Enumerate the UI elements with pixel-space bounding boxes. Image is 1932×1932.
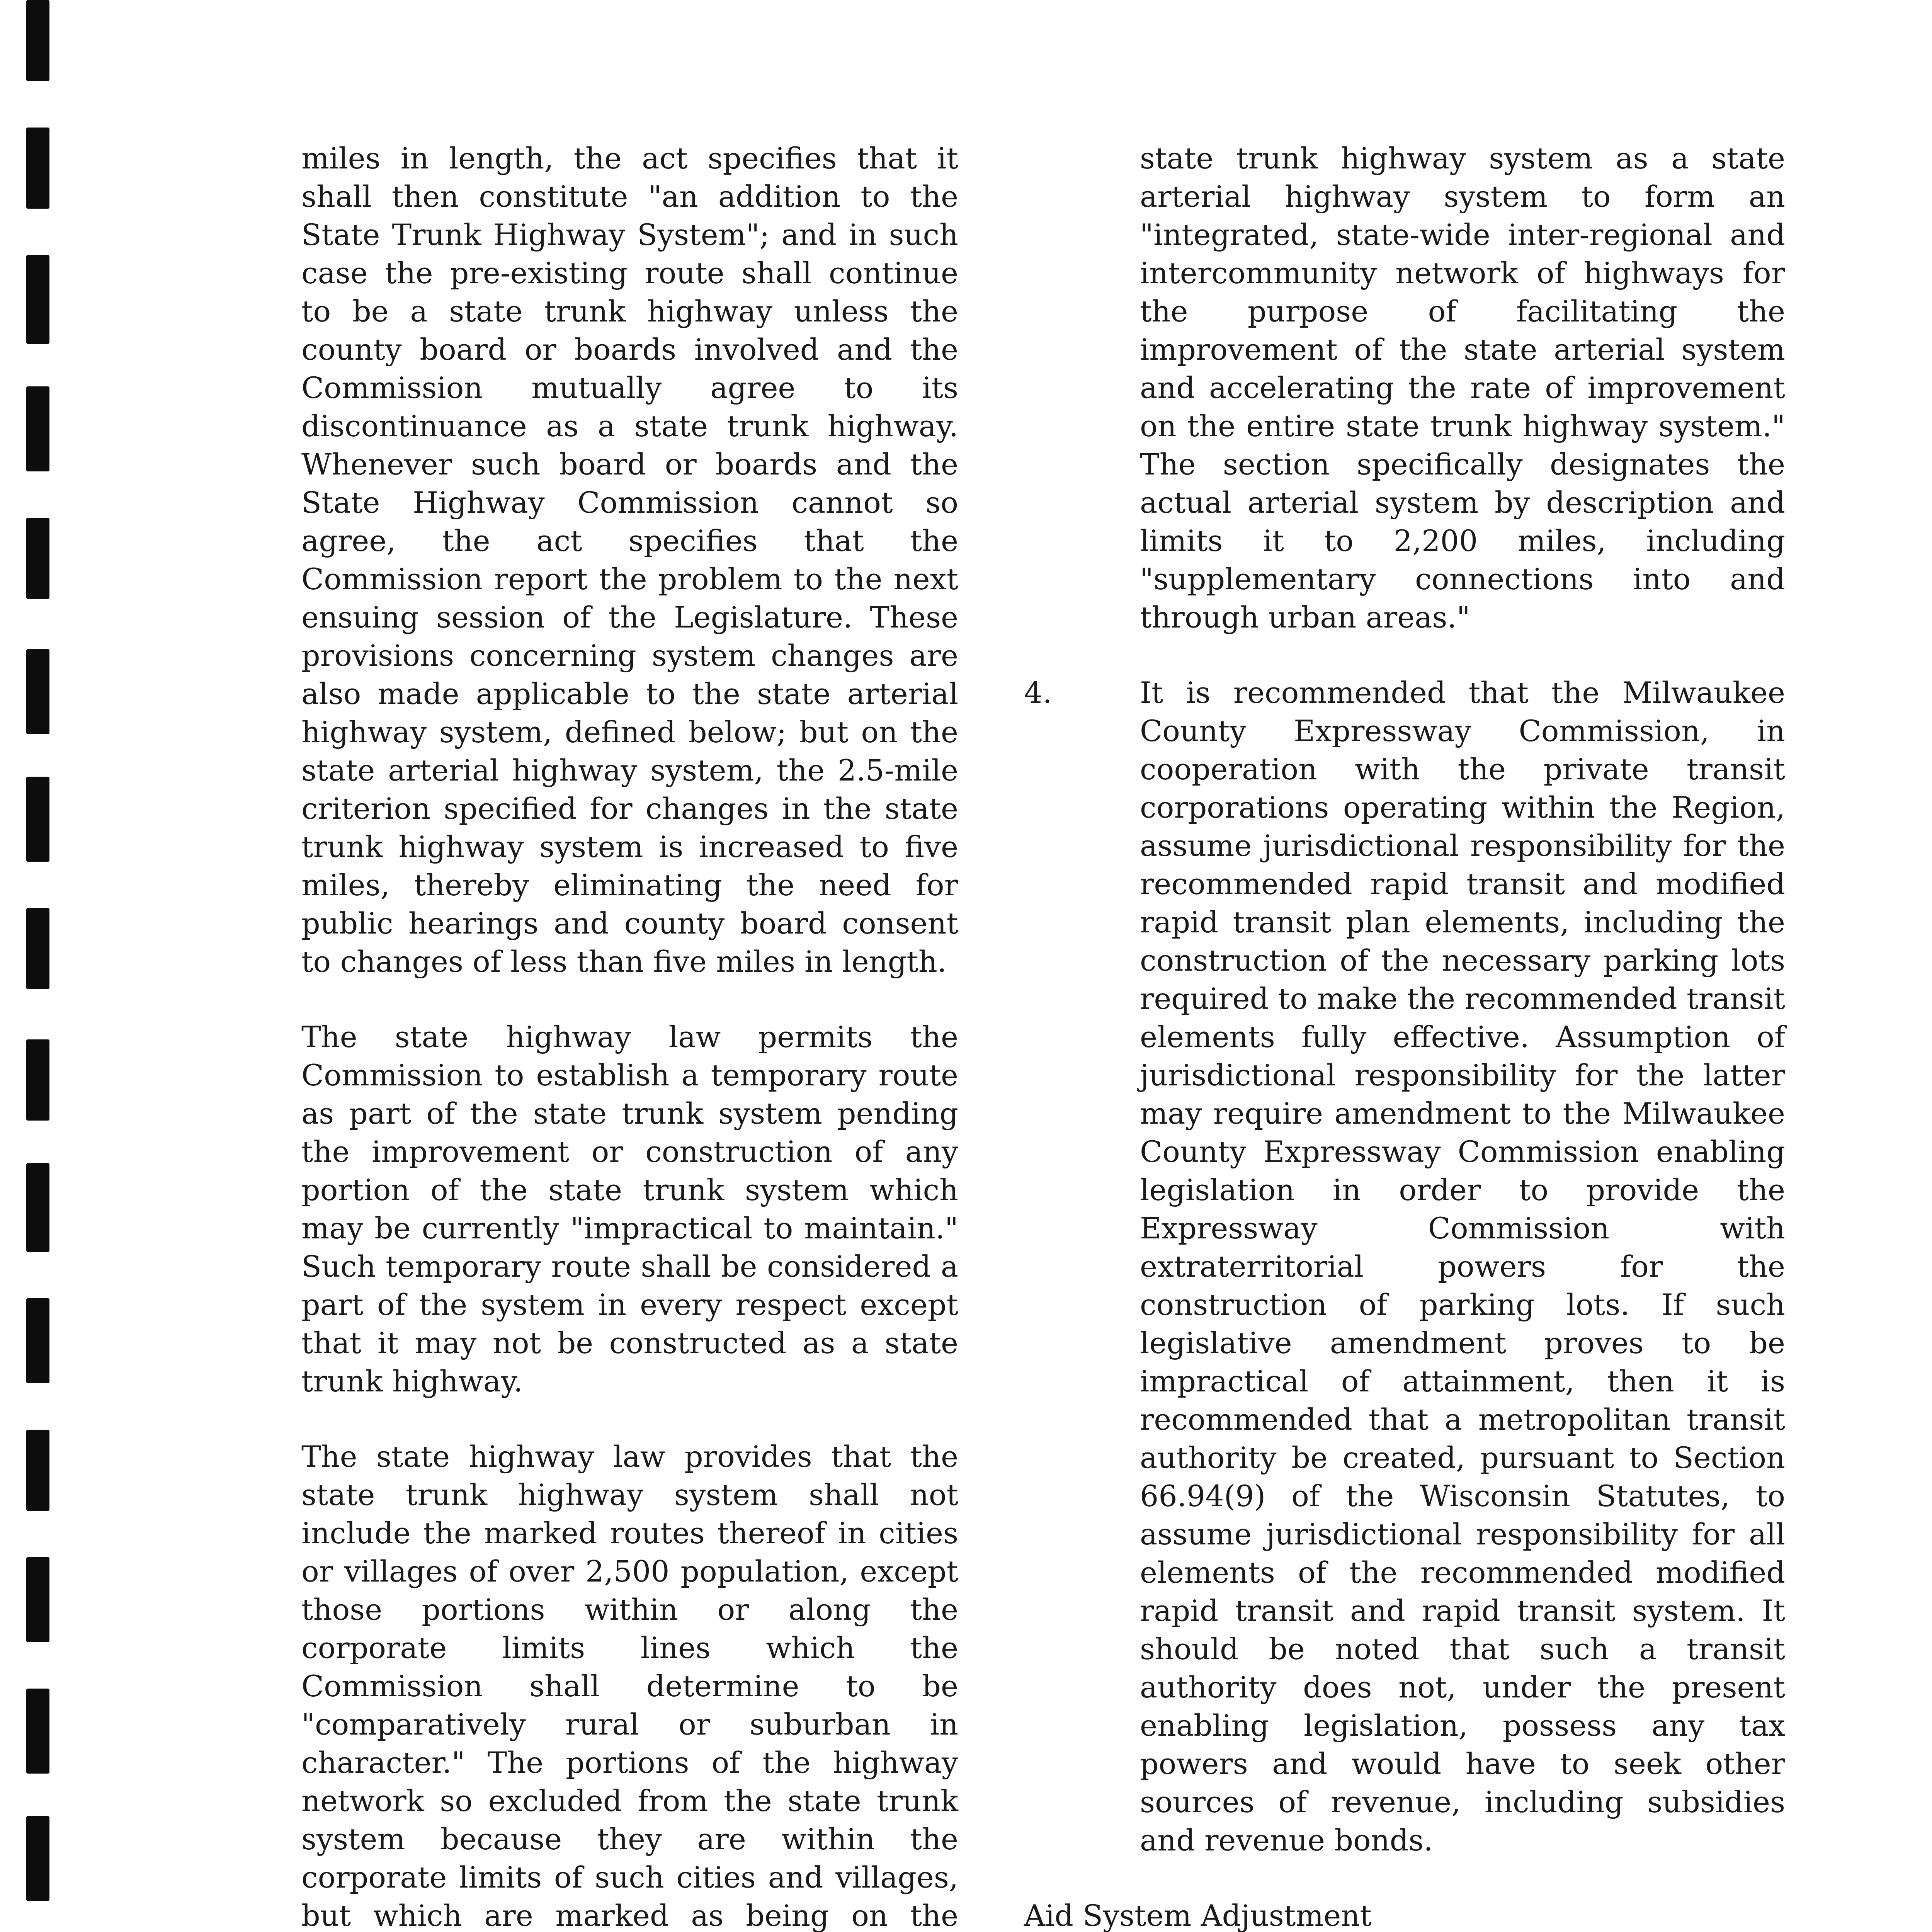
binder-mark <box>26 1163 49 1252</box>
binder-mark <box>26 777 49 862</box>
section-heading: Aid System Adjustment <box>1024 1898 1372 1932</box>
binder-mark <box>26 1816 49 1901</box>
list-item-number: 4. <box>1024 675 1052 710</box>
paragraph: The state highway law provides that the state trunk highway system shall not include the marked routes thereof in cities or villages of over 2,500 population, except those portions within or along the corporate limits lines which the Commission shall determine to be "comparatively rural or suburban in character." The portions of the highway network so excluded from the state trunk system because they are within the corporate limits of such cities and villages, but which are marked as being on the <box>301 1439 958 1932</box>
left-column <box>301 139 958 1932</box>
binder-mark <box>26 128 49 209</box>
paragraph: state trunk highway system as a state arterial highway system to form an "integrated, state-wide inter-regional and intercommunity network of highways for the purpose of facilitating the improvement of the state arterial system and accelerating the rate of improvement on the entire state trunk highway system." The section specifically designates the actual arterial system by description and limits it to 2,200 miles, including "supplementary connections into and through urban areas." <box>1140 141 1785 634</box>
binder-mark <box>26 1430 49 1511</box>
binder-mark <box>26 908 49 989</box>
right-column <box>1024 139 1785 1932</box>
binder-mark <box>26 255 49 344</box>
binder-mark <box>26 1039 49 1121</box>
list-item-text: It is recommended that the Milwaukee County Expressway Commission, in cooperation with the private transit corporations operating within the Region, assume jurisdictional responsibility for the recommended rapid transit and modified rapid transit plan elements, including the construction of the necessary parking lots required to make the recommended transit elements fully effective. Assumption of jurisdictional responsibility for the latter may require amendment to the Milwaukee County Expressway Commission enabling legislation in order to provide the Expressway Commission with extraterritorial powers for the construction of parking lots. If such legislative amendment proves to be impractical of attainment, then it is recommended that a metropolitan transit authority be created, pursuant to Section 66.94(9) of the Wisconsin Statutes, to assume jurisdictional responsibility for all elements of the recommended modified rapid transit and rapid transit system. It should be noted that such a transit authority does not, under the present enabling legislation, possess any tax powers and would have to seek other sources of revenue, including subsidies and revenue bonds. <box>1140 675 1785 1857</box>
binder-mark <box>26 0 49 81</box>
binder-mark <box>26 649 49 734</box>
binder-mark <box>26 1298 49 1383</box>
list-item <box>1024 673 1785 1859</box>
binder-mark <box>26 1689 49 1774</box>
binder-mark <box>26 1557 49 1642</box>
paragraph: The state highway law permits the Commission to establish a temporary route as part of the state trunk system pending the improvement or construction of any portion of the state trunk system which may be currently "impractical to maintain." Such temporary route shall be considered a part of the system in every respect except that it may not be constructed as a state trunk highway. <box>301 1020 958 1398</box>
paragraph: miles in length, the act specifies that it shall then constitute "an addition to the State Trunk Highway System"; and in such case the pre-existing route shall continue to be a state trunk highway unless the county board or boards involved and the Commission mutually agree to its discontinuance as a state trunk highway. Whenever such board or boards and the State Highway Commission cannot so agree, the act specifies that the Commission report the problem to the next ensuing session of the Legislature. These provisions concerning system changes are also made applicable to the state arterial highway system, defined below; but on the state arterial highway system, the 2.5-mile criterion specified for changes in the state trunk highway system is increased to five miles, thereby eliminating the need for public hearings and county board consent to changes of less than five miles in length. <box>301 141 958 979</box>
binder-mark <box>26 518 49 599</box>
binder-mark <box>26 386 49 471</box>
